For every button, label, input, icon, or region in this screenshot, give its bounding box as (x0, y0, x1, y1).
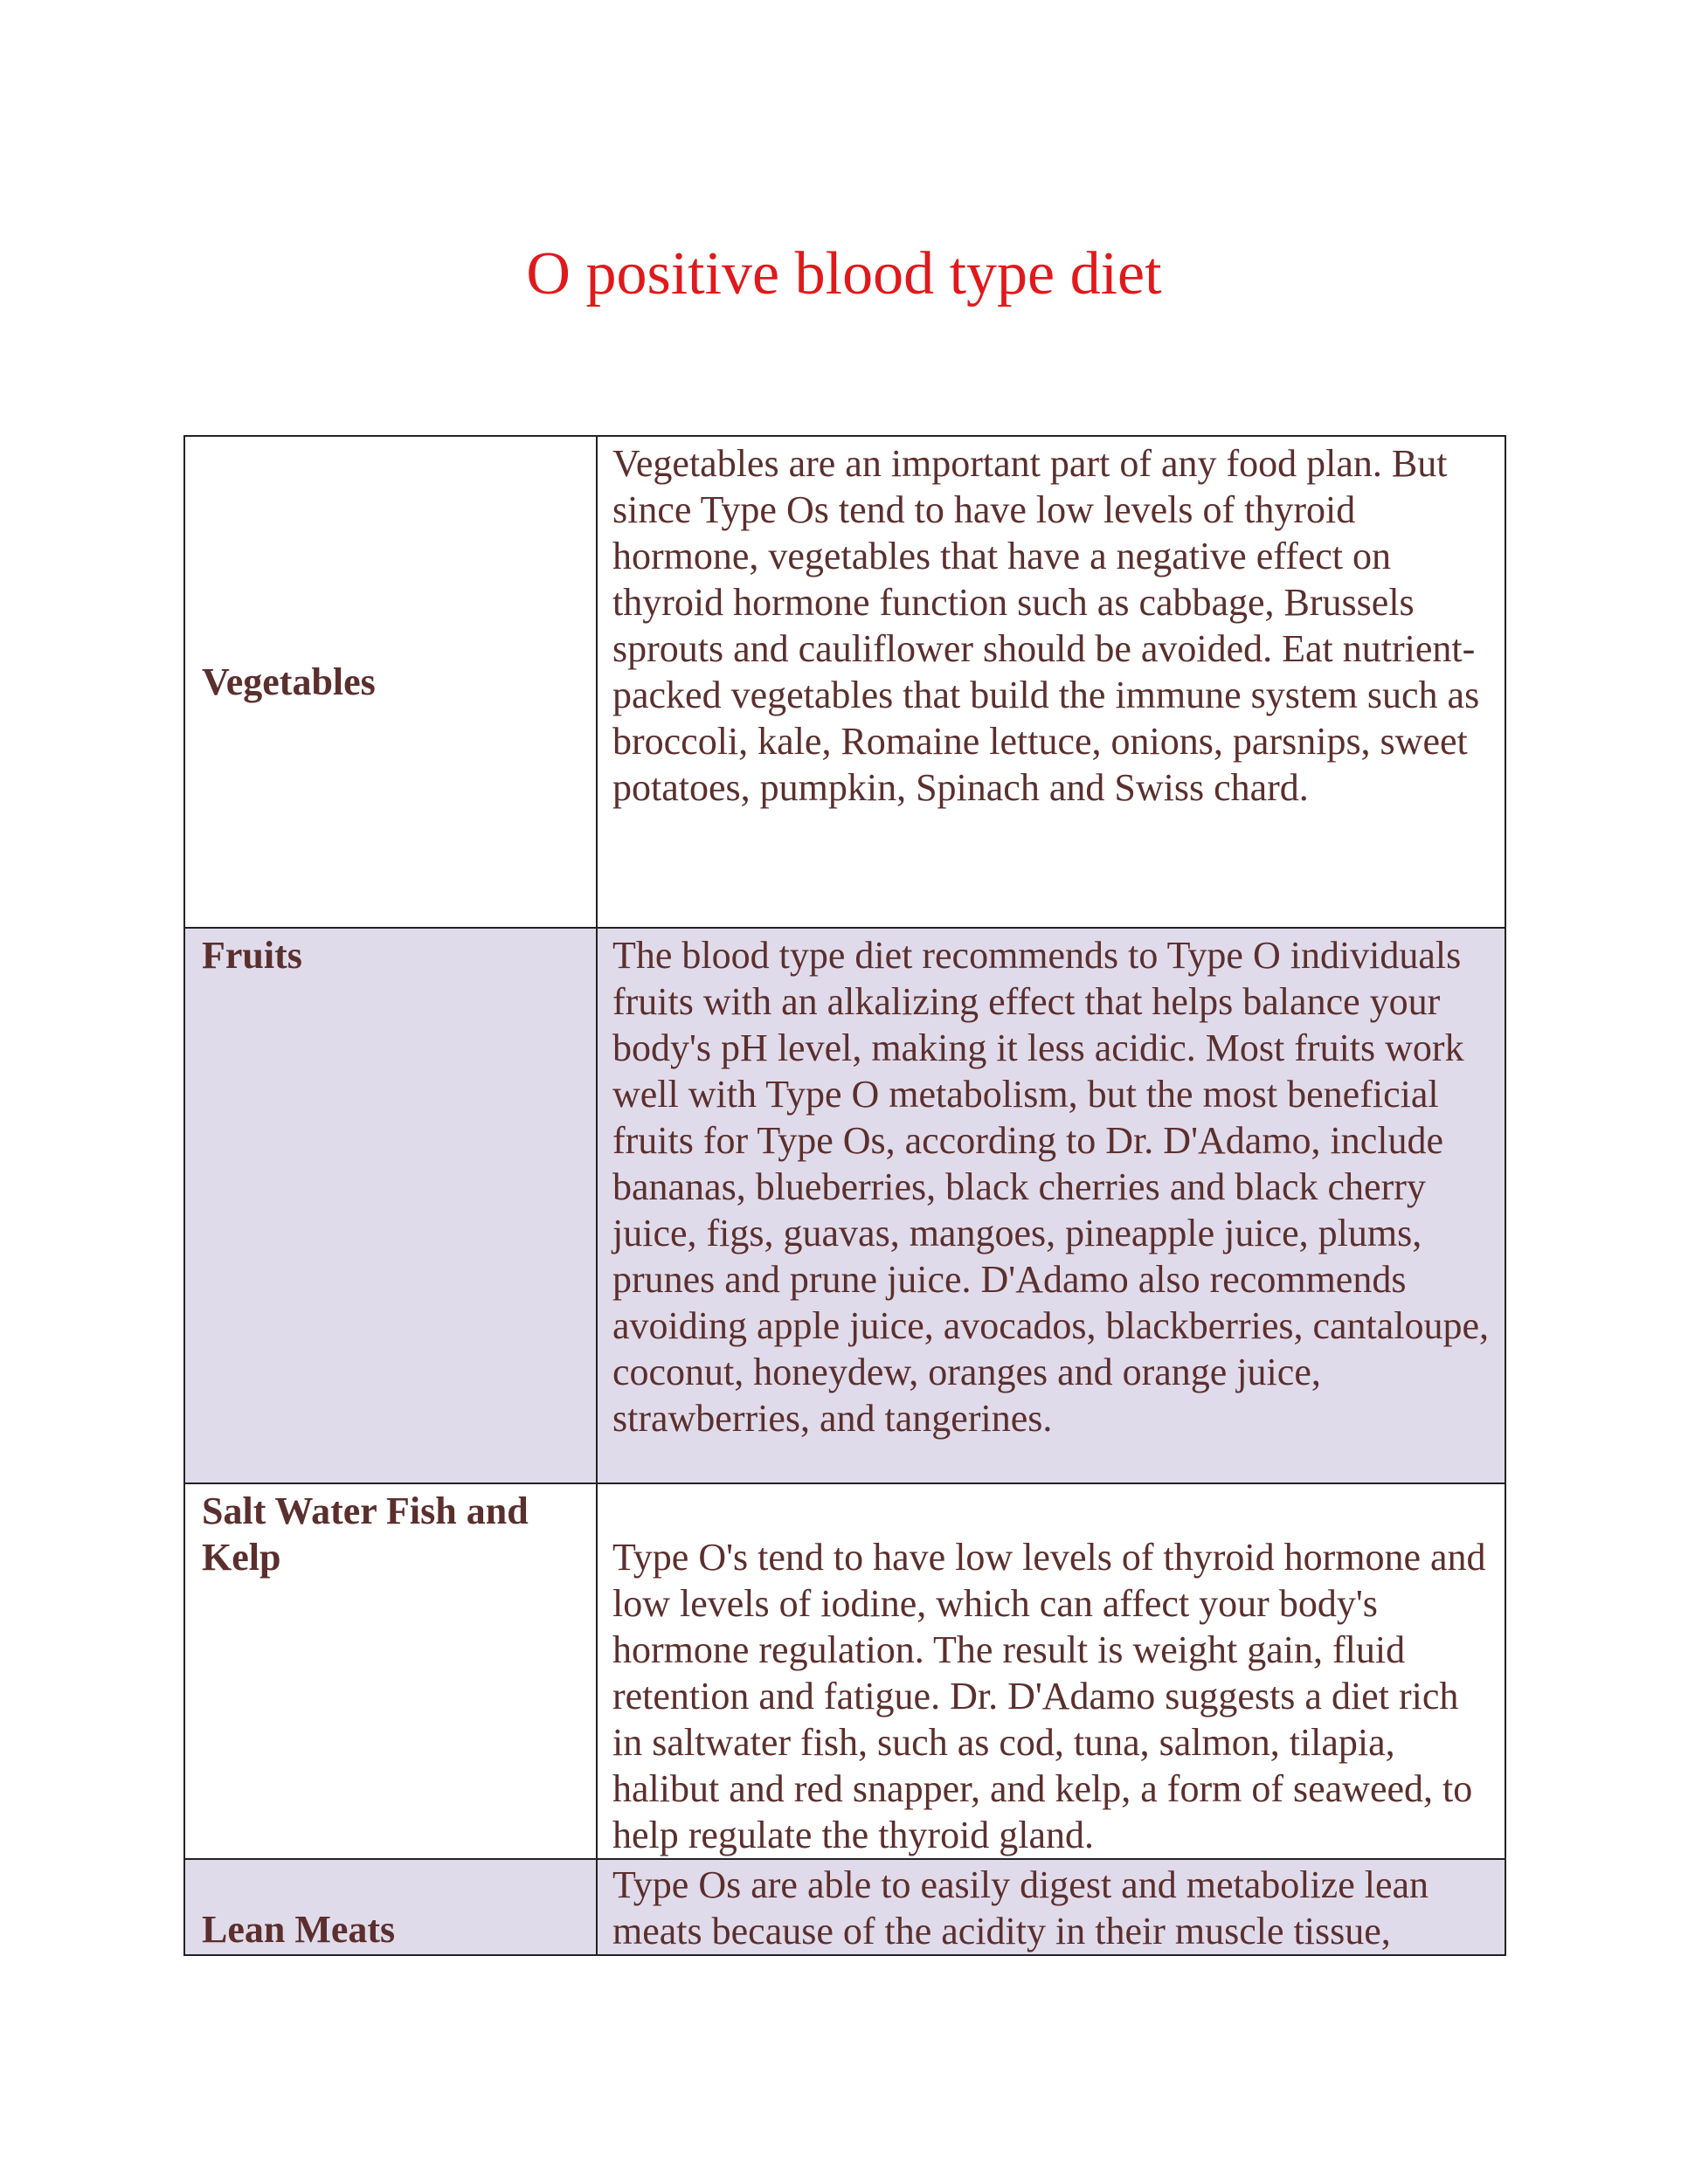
diet-table (183, 435, 1506, 1956)
description-cell: The blood type diet recommends to Type O individuals fruits with an alkalizing effect that helps balance your body's pH level, making it less acidic. Most fruits work well with Type O metabolism, but the most beneficial fruits for Type Os, according to Dr. D'Adamo, include bananas, blueberries, black cherries and black cherry juice, figs, guavas, mangoes, pineapple juice, plums, prunes and prune juice. D'Adamo also recommends avoiding apple juice, avocados, blackberries, cantaloupe, coconut, honeydew, oranges and orange juice, strawberries, and tangerines. (597, 928, 1505, 1483)
description-cell: Type Os are able to easily digest and metabolize lean meats because of the acidity in their muscle tissue, (597, 1859, 1505, 1955)
table-row-salt-water-fish (184, 1483, 1505, 1859)
category-cell: Salt Water Fish and Kelp (184, 1483, 597, 1859)
table-row-lean-meats (184, 1859, 1505, 1955)
table-row-fruits (184, 928, 1505, 1483)
category-cell: Lean Meats (184, 1859, 597, 1955)
description-cell: Type O's tend to have low levels of thyroid hormone and low levels of iodine, which can affect your body's hormone regulation. The result is weight gain, fluid retention and fatigue. Dr. D'Adamo suggests a diet rich in saltwater fish, such as cod, tuna, salmon, tilapia, halibut and red snapper, and kelp, a form of seaweed, to help regulate the thyroid gland. (597, 1483, 1505, 1859)
category-cell: Fruits (184, 928, 597, 1483)
category-cell: Vegetables (184, 436, 597, 928)
page-title: O positive blood type diet (526, 240, 1162, 308)
table-row-vegetables (184, 436, 1505, 928)
description-cell: Vegetables are an important part of any food plan. But since Type Os tend to have low levels of thyroid hormone, vegetables that have a negative effect on thyroid hormone function such as cabbage, Brussels sprouts and cauliflower should be avoided. Eat nutrient-packed vegetables that build the immune system such as broccoli, kale, Romaine lettuce, onions, parsnips, sweet potatoes, pumpkin, Spinach and Swiss chard. (597, 436, 1505, 928)
